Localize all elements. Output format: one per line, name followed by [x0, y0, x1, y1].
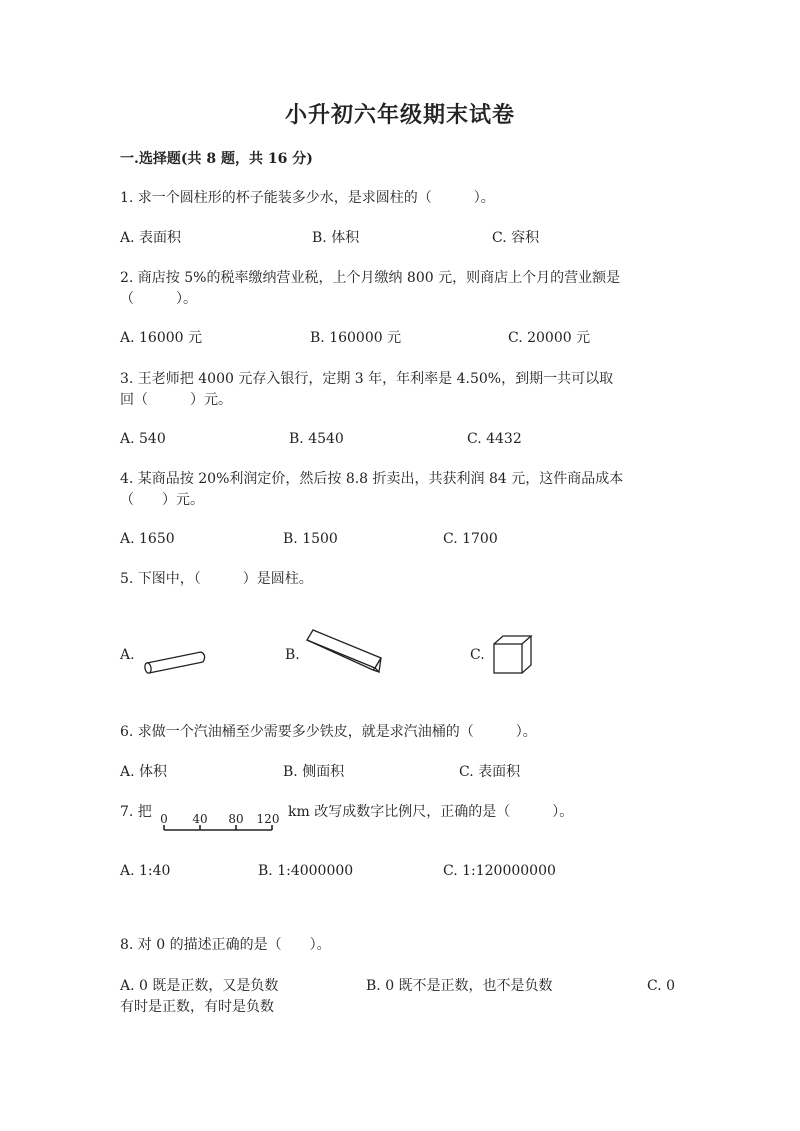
q8-option-b: B. 0 既不是正数，也不是负数: [366, 978, 553, 994]
q6-option-c: C. 表面积: [459, 764, 521, 780]
question-5: 5. 下图中，（ ）是圆柱。: [120, 571, 313, 587]
question-2-line-1: 2. 商店按 5%的税率缴纳营业税，上个月缴纳 800 元，则商店上个月的营业额是: [120, 270, 621, 286]
question-1: 1. 求一个圆柱形的杯子能装多少水，是求圆柱的（ ）。: [120, 190, 495, 206]
section-heading: 一.选择题(共 8 题，共 16 分): [120, 151, 313, 167]
question-6: 6. 求做一个汽油桶至少需要多少铁皮，就是求汽油桶的（ ）。: [120, 724, 537, 740]
q4-option-c: C. 1700: [443, 531, 498, 547]
question-2-line-2: （ ）。: [120, 291, 197, 307]
q7-option-b: B. 1:4000000: [258, 863, 354, 879]
q5-option-b: B.: [285, 647, 300, 663]
q2-option-c: C. 20000 元: [508, 330, 591, 346]
scale-label-80: 80: [228, 812, 244, 826]
question-7-suffix: km 改写成数字比例尺，正确的是（ ）。: [288, 804, 574, 820]
scale-label-0: 0: [160, 812, 168, 826]
question-3-line-2: 回（ ）元。: [120, 392, 232, 408]
q2-option-a: A. 16000 元: [120, 330, 202, 346]
q6-option-a: A. 体积: [120, 764, 168, 780]
q5-option-a: A.: [120, 647, 135, 663]
q8-option-a: A. 0 既是正数，又是负数: [120, 978, 279, 994]
q4-option-b: B. 1500: [283, 531, 338, 547]
question-3-line-1: 3. 王老师把 4000 元存入银行，定期 3 年，年利率是 4.50%，到期一共可以取: [120, 371, 614, 387]
q6-option-b: B. 侧面积: [283, 764, 345, 780]
question-4-line-2: （ ）元。: [120, 492, 204, 508]
q7-option-c: C. 1:120000000: [443, 863, 556, 879]
q4-option-a: A. 1650: [120, 531, 175, 547]
q1-option-b: B. 体积: [312, 230, 360, 246]
q1-option-c: C. 容积: [492, 230, 540, 246]
q1-option-a: A. 表面积: [120, 230, 182, 246]
question-7-prefix: 7. 把: [120, 804, 152, 820]
page-title: 小升初六年级期末试卷: [284, 102, 515, 128]
q3-option-a: A. 540: [120, 431, 166, 447]
q3-option-b: B. 4540: [289, 431, 344, 447]
q8-option-c-continuation: 有时是正数，有时是负数: [120, 999, 274, 1015]
q2-option-b: B. 160000 元: [310, 330, 402, 346]
cylinder-rod-icon: [140, 648, 212, 678]
scale-label-120: 120: [256, 812, 280, 826]
scale-label-40: 40: [192, 812, 208, 826]
q8-option-c: C. 0: [647, 978, 676, 994]
question-4-line-1: 4. 某商品按 20%利润定价，然后按 8.8 折卖出，共获利润 84 元，这件商品成本: [120, 471, 624, 487]
q7-option-a: A. 1:40: [120, 863, 171, 879]
cube-icon: [492, 634, 534, 676]
q3-option-c: C. 4432: [467, 431, 522, 447]
q5-option-c: C.: [470, 647, 485, 663]
question-8: 8. 对 0 的描述正确的是（ ）。: [120, 937, 331, 953]
triangular-prism-icon: [303, 628, 385, 674]
